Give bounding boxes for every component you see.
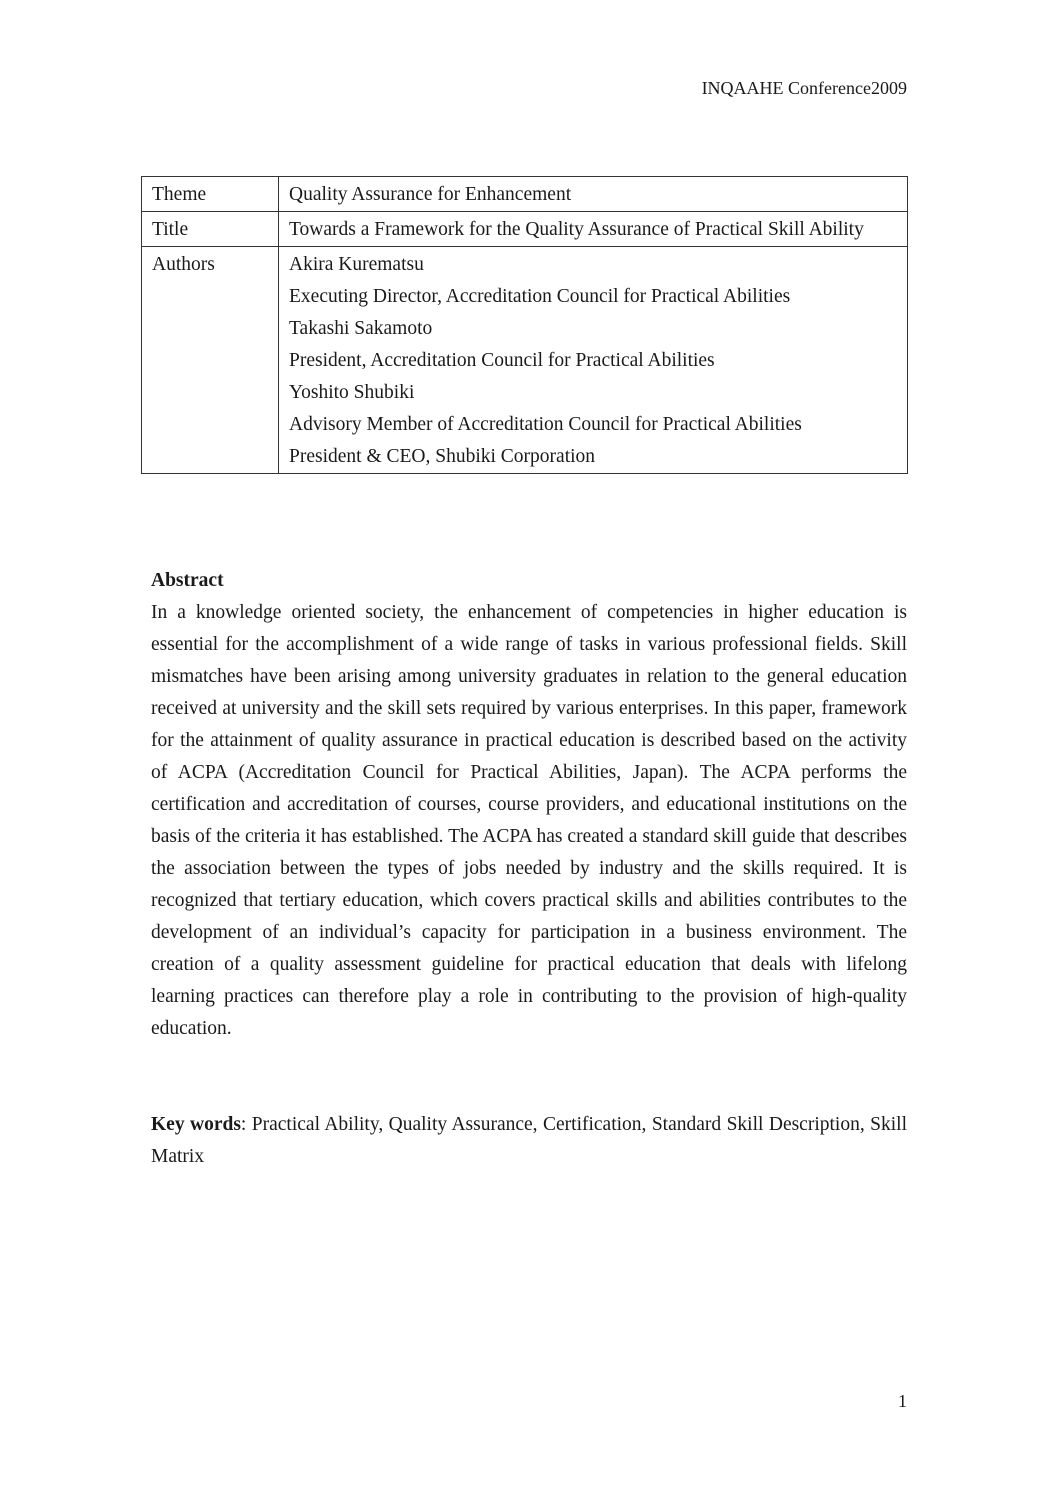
author-affiliation-2: President, Accreditation Council for Practical Abilities [289,350,715,371]
keywords-text: Practical Ability, Quality Assurance, Certification, Standard Skill Description, Skill Matrix [151,1114,907,1167]
table-row-title [142,212,908,247]
abstract-body: In a knowledge oriented society, the enhancement of competencies in higher education is essential for the accomplishment of a wide range of tasks in various professional fields. Skill mismatches have been arising among university graduates in relation to the general education received at university and the skill sets required by various enterprises. In this paper, framework for the attainment of quality assurance in practical education is described based on the activity of ACPA (Accreditation Council for Practical Abilities, Japan). The ACPA performs the certification and accreditation of courses, course providers, and educational institutions on the basis of the criteria it has established. The ACPA has created a standard skill guide that describes the association between the types of jobs needed by industry and the skills required. It is recognized that tertiary education, which covers practical skills and abilities contributes to the development of an individual’s capacity for participation in a business environment. The creation of a quality assessment guideline for practical education that deals with lifelong learning practices can therefore play a role in contributing to the provision of high-quality education. [151,602,907,1039]
title-label: Title [142,212,279,247]
abstract-heading: Abstract [151,570,224,591]
authors-label: Authors [142,247,279,474]
author-affiliation-1: Executing Director, Accreditation Council for Practical Abilities [289,286,791,307]
keywords-label: Key words [151,1114,241,1135]
author-name-1: Akira Kurematsu [289,254,424,275]
author-affiliation-3b: President & CEO, Shubiki Corporation [289,446,596,467]
author-affiliation-3a: Advisory Member of Accreditation Council for Practical Abilities [289,414,802,435]
table-row-theme [142,177,908,212]
theme-value: Quality Assurance for Enhancement [279,177,908,212]
keywords-paragraph [151,1109,907,1173]
keywords-separator: : [240,1114,247,1135]
authors-value [279,247,908,474]
table-row-authors [142,247,908,474]
paper-info-table [141,176,908,474]
theme-label: Theme [142,177,279,212]
title-value: Towards a Framework for the Quality Assurance of Practical Skill Ability [279,212,908,247]
page-number: 1 [898,1391,907,1411]
abstract-section [151,565,907,1045]
author-name-2: Takashi Sakamoto [289,318,433,339]
author-name-3: Yoshito Shubiki [289,382,415,403]
running-header: INQAAHE Conference2009 [701,78,907,98]
